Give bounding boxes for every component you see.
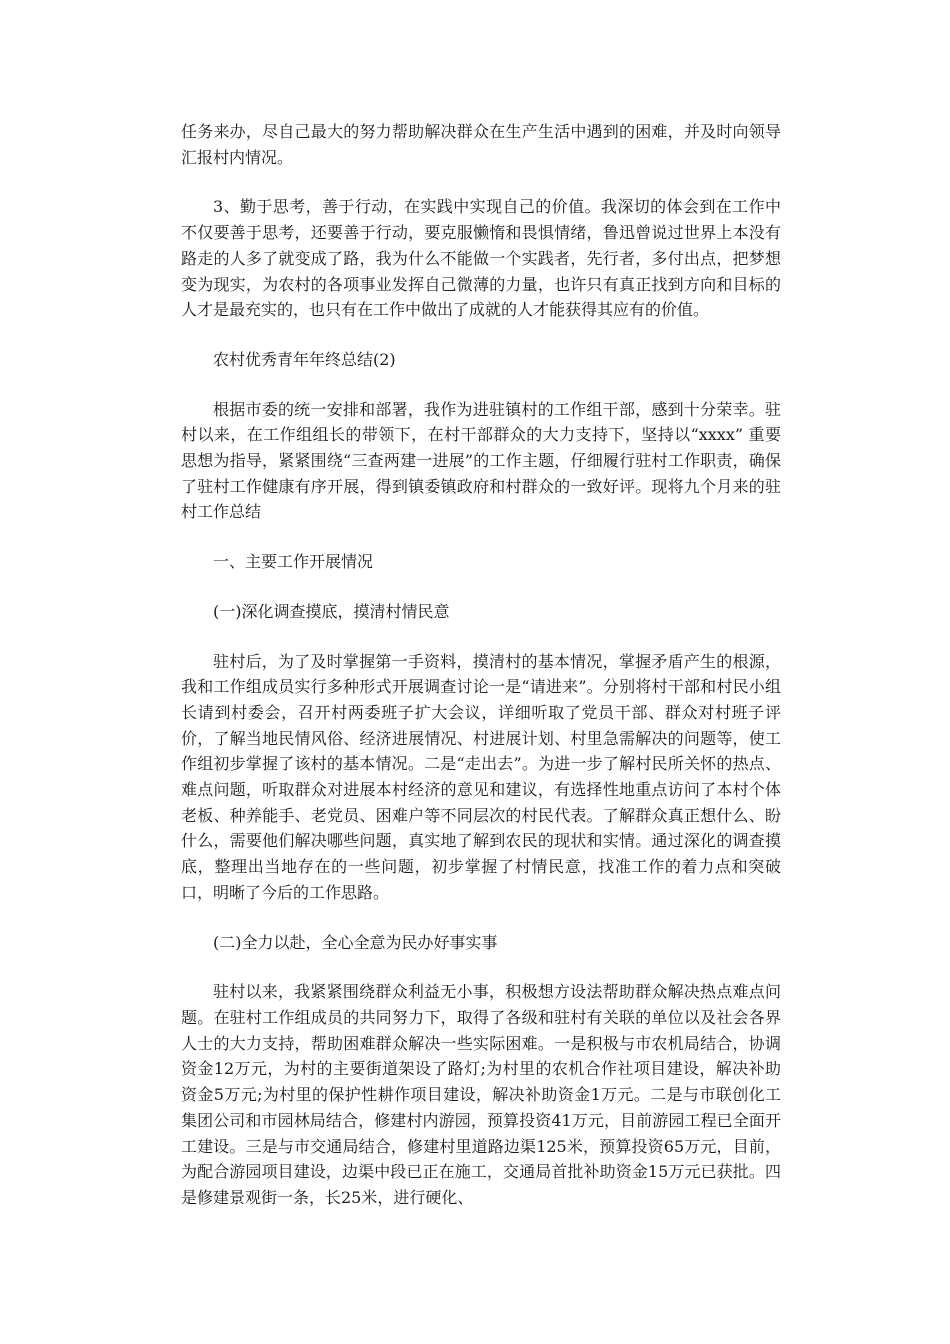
subheading-1: (一)深化调查摸底，摸清村情民意 [213, 601, 450, 621]
paragraph-practical-work: 驻村以来，我紧紧围绕群众利益无小事，积极想方设法帮助群众解决热点难点问题。在驻村工作组成员的共同努力下，取得了各级和驻村有关联的单位以及社会各界人士的大力支持，帮助困难群众解决一些实际困难。一是积极与市农机局结合，协调资金12万元，为村的主要街道架设了路灯;为村里的农机合作社项目建设，解决补助资金5万元;为村里的保护性耕作项目建设，解决补助资金1万元。二是与市联创化工集团公司和市园林局结合，修建村内游园，预算投资41万元，目前游园工程已全面开工建设。三是与市交通局结合，修建村里道路边渠125米，预算投资65万元，目前，为配合游园项目建设，边渠中段已正在施工，交通局首批补助资金15万元已获批。四是修建景观街一条，长25米，进行硬化、 [181, 982, 781, 1207]
paragraph-continuation: 任务来办，尽自己最大的努力帮助解决群众在生产生活中遇到的困难，并及时向领导汇报村内情况。 [181, 122, 781, 167]
paragraph-investigation: 驻村后，为了及时掌握第一手资料，摸清村的基本情况，掌握矛盾产生的根源，我和工作组成员实行多种形式开展调查讨论一是“请进来”。分别将村干部和村民小组长请到村委会，召开村两委班子扩大会议，详细听取了党员干部、群众对村班子评价，了解当地民情风俗、经济进展情况、村进展计划、村里急需解决的问题等，使工作组初步掌握了该村的基本情况。二是“走出去”。为进一步了解村民所关怀的热点、难点问题，听取群众对进展本村经济的意见和建议，有选择性地重点访问了本村个体老板、种养能手、老党员、困难户等不同层次的村民代表。了解群众真正想什么、盼什么，需要他们解决哪些问题，真实地了解到农民的现状和实情。通过深化的调查摸底，整理出当地存在的一些问题，初步掌握了村情民意，找准工作的着力点和突破口，明晰了今后的工作思路。 [181, 651, 781, 902]
subheading-2: (二)全力以赴，全心全意为民办好事实事 [213, 932, 498, 952]
paragraph-intro: 根据市委的统一安排和部署，我作为进驻镇村的工作组干部，感到十分荣幸。驻村以来，在工作组组长的带领下，在村干部群众的大力支持下，坚持以“xxxx” 重要思想为指导，紧紧围绕“三查两建一进展”的工作主题，仔细履行驻村工作职责，确保了驻村工作健康有序开展，得到镇委镇政府和村群众的一致好评。现将九个月来的驻村工作总结 [181, 399, 781, 522]
document-body [181, 119, 781, 1211]
heading-main-work: 一、主要工作开展情况 [213, 552, 374, 572]
section-title: 农村优秀青年年终总结(2) [213, 349, 396, 369]
paragraph-point-3: 3、勤于思考，善于行动，在实践中实现自己的价值。我深切的体会到在工作中不仅要善于思考，还要善于行动，要克服懒惰和畏惧情绪，鲁迅曾说过世界上本没有路走的人多了就变成了路，我为什么不能做一个实践者，先行者，多付出点，把梦想变为现实，为农村的各项事业发挥自己微薄的力量，也许只有真正找到方向和目标的人才是最充实的，也只有在工作中做出了成就的人才能获得其应有的价值。 [181, 197, 781, 320]
